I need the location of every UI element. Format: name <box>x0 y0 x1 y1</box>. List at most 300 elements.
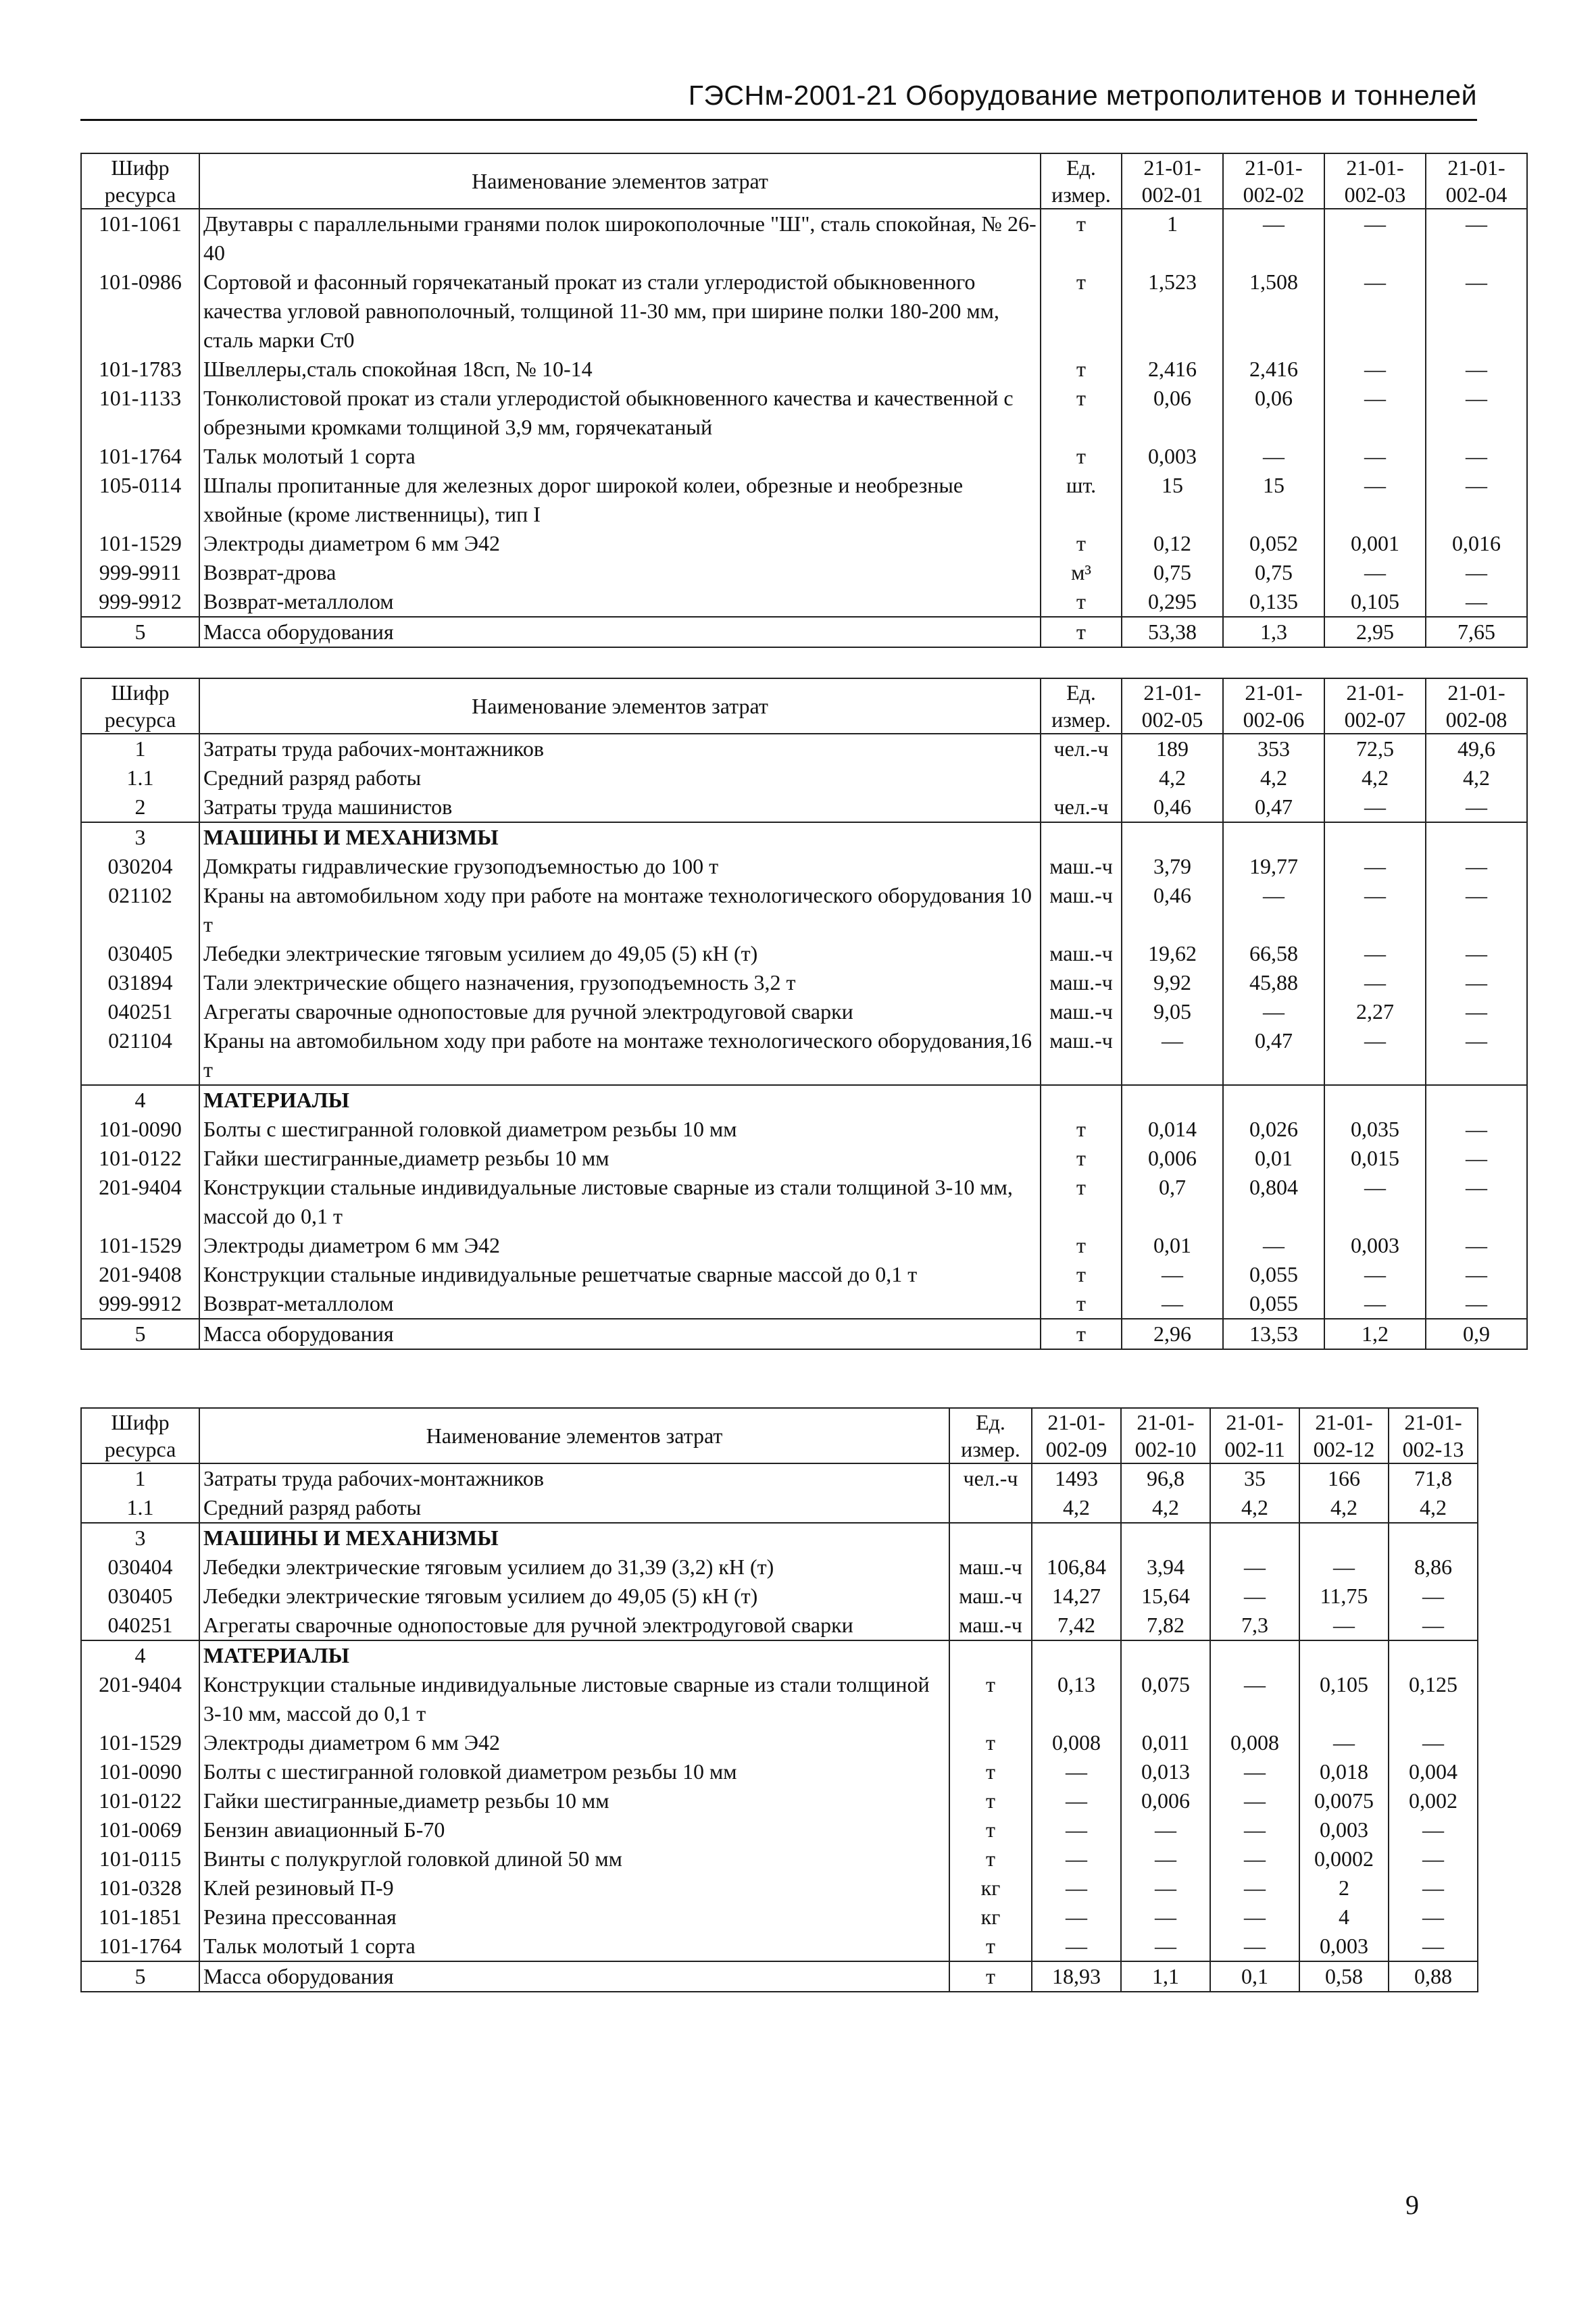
value-cell: 15 <box>1223 471 1324 529</box>
resource-code-cell: 101-1851 <box>81 1903 199 1932</box>
cost-element-name-cell: Агрегаты сварочные однопостовые для ручной электродуговой сварки <box>199 997 1041 1026</box>
value-cell: — <box>1426 793 1527 822</box>
value-cell: 72,5 <box>1324 734 1426 763</box>
unit-cell: маш.-ч <box>1041 997 1122 1026</box>
resource-code-cell: 201-9404 <box>81 1670 199 1728</box>
table-row <box>81 1844 1478 1873</box>
unit-cell <box>949 1493 1032 1523</box>
value-cell <box>1210 1640 1299 1670</box>
table-row <box>81 1932 1478 1961</box>
value-cell: — <box>1210 1903 1299 1932</box>
resource-code-cell: 031894 <box>81 968 199 997</box>
cost-element-name-cell: Масса оборудования <box>199 1319 1041 1349</box>
value-cell: — <box>1324 939 1426 968</box>
value-cell: 1493 <box>1032 1463 1121 1493</box>
cost-element-name-cell: Возврат-металлолом <box>199 587 1041 617</box>
value-cell: 0,1 <box>1210 1961 1299 1992</box>
value-cell: — <box>1426 997 1527 1026</box>
table-row <box>81 1493 1478 1523</box>
unit-cell <box>1041 1085 1122 1115</box>
value-cell <box>1223 1085 1324 1115</box>
value-cell: — <box>1324 558 1426 587</box>
value-cell: — <box>1122 1260 1223 1289</box>
resource-code-cell: 999-9912 <box>81 587 199 617</box>
table-row <box>81 1553 1478 1582</box>
value-cell: 0,075 <box>1121 1670 1210 1728</box>
value-cell <box>1389 1523 1478 1553</box>
value-cell: 0,001 <box>1324 529 1426 558</box>
unit-cell: маш.-ч <box>1041 939 1122 968</box>
cost-element-name-cell: Резина прессованная <box>199 1903 949 1932</box>
value-cell: 1 <box>1122 209 1223 268</box>
table-row <box>81 1523 1478 1553</box>
cost-element-name-cell: Гайки шестигранные,диаметр резьбы 10 мм <box>199 1786 949 1815</box>
cost-element-name-cell: Тальк молотый 1 сорта <box>199 1932 949 1961</box>
value-cell: 19,77 <box>1223 852 1324 881</box>
resource-code-cell: 101-0122 <box>81 1144 199 1173</box>
value-cell: 0,88 <box>1389 1961 1478 1992</box>
unit-cell: т <box>1041 1144 1122 1173</box>
value-cell: — <box>1426 1144 1527 1173</box>
resource-code-cell: 101-0090 <box>81 1115 199 1144</box>
value-cell: — <box>1223 997 1324 1026</box>
value-cell: — <box>1426 939 1527 968</box>
unit-cell: т <box>949 1728 1032 1757</box>
value-cell: 0,011 <box>1121 1728 1210 1757</box>
resource-code-cell: 1 <box>81 734 199 763</box>
cost-element-name-cell: Возврат-дрова <box>199 558 1041 587</box>
table-row <box>81 1144 1527 1173</box>
unit-cell: т <box>1041 529 1122 558</box>
page-header-title: ГЭСНм-2001-21 Оборудование метрополитенов и тоннелей <box>688 80 1477 111</box>
value-cell: — <box>1324 268 1426 355</box>
value-cell: 0,008 <box>1210 1728 1299 1757</box>
value-cell: — <box>1389 1582 1478 1611</box>
value-cell: 0,055 <box>1223 1289 1324 1319</box>
table-row <box>81 209 1527 268</box>
value-cell: — <box>1324 852 1426 881</box>
value-cell: 71,8 <box>1389 1463 1478 1493</box>
resource-code-cell: 201-9404 <box>81 1173 199 1231</box>
cost-element-name-cell: Затраты труда рабочих-монтажников <box>199 734 1041 763</box>
value-cell: — <box>1121 1903 1210 1932</box>
value-cell: — <box>1426 1231 1527 1260</box>
value-cell: — <box>1426 442 1527 471</box>
column-header-unit: Ед. измер. <box>1041 153 1122 209</box>
table-row <box>81 1640 1478 1670</box>
value-cell: 0,75 <box>1122 558 1223 587</box>
cost-element-name-cell: Винты с полукруглой головкой длиной 50 мм <box>199 1844 949 1873</box>
value-cell: 0,014 <box>1122 1115 1223 1144</box>
cost-element-name-cell: Тонколистовой прокат из стали углеродистой обыкновенного качества и качественной с обрезными кромками толщиной 3,9 мм, горячекатаный <box>199 384 1041 442</box>
value-cell: 0,003 <box>1324 1231 1426 1260</box>
unit-cell: чел.-ч <box>949 1463 1032 1493</box>
value-cell: — <box>1324 1173 1426 1231</box>
table-row <box>81 1961 1478 1992</box>
value-cell: 0,003 <box>1299 1815 1389 1844</box>
value-cell: — <box>1223 209 1324 268</box>
value-cell: 4,2 <box>1324 763 1426 793</box>
table-row <box>81 1115 1527 1144</box>
value-cell: — <box>1389 1728 1478 1757</box>
resource-code-cell: 101-1783 <box>81 355 199 384</box>
value-cell: — <box>1299 1553 1389 1582</box>
unit-cell: т <box>1041 442 1122 471</box>
value-cell: 0,008 <box>1032 1728 1121 1757</box>
page-number: 9 <box>1405 2190 1419 2220</box>
cost-element-name-cell: МАШИНЫ И МЕХАНИЗМЫ <box>199 822 1041 852</box>
table-row <box>81 1873 1478 1903</box>
value-cell: 0,06 <box>1223 384 1324 442</box>
value-cell: 0,01 <box>1223 1144 1324 1173</box>
value-cell: — <box>1299 1611 1389 1640</box>
column-header-norm-code: 21-01-002-02 <box>1223 153 1324 209</box>
table-row <box>81 734 1527 763</box>
value-cell <box>1122 1085 1223 1115</box>
value-cell <box>1324 822 1426 852</box>
value-cell <box>1032 1523 1121 1553</box>
table-row <box>81 1728 1478 1757</box>
table-row <box>81 1670 1478 1728</box>
value-cell: 2,416 <box>1223 355 1324 384</box>
column-header-norm-code: 21-01-002-03 <box>1324 153 1426 209</box>
value-cell: 0,105 <box>1324 587 1426 617</box>
value-cell: 0,004 <box>1389 1757 1478 1786</box>
resource-table-2 <box>80 678 1528 1350</box>
cost-element-name-cell: Затраты труда машинистов <box>199 793 1041 822</box>
unit-cell: маш.-ч <box>1041 881 1122 939</box>
cost-element-name-cell: Шпалы пропитанные для железных дорог широкой колеи, обрезные и необрезные хвойные (кроме лиственницы), тип I <box>199 471 1041 529</box>
table-row <box>81 1231 1527 1260</box>
unit-cell: шт. <box>1041 471 1122 529</box>
value-cell: — <box>1426 209 1527 268</box>
value-cell: 7,65 <box>1426 617 1527 647</box>
column-header-norm-code: 21-01-002-01 <box>1122 153 1223 209</box>
value-cell: — <box>1389 1815 1478 1844</box>
resource-code-cell: 5 <box>81 1319 199 1349</box>
unit-cell: т <box>1041 1231 1122 1260</box>
value-cell: — <box>1324 1289 1426 1319</box>
unit-cell: маш.-ч <box>1041 968 1122 997</box>
unit-cell: т <box>1041 355 1122 384</box>
value-cell: 0,12 <box>1122 529 1223 558</box>
table-row <box>81 881 1527 939</box>
cost-element-name-cell: Агрегаты сварочные однопостовые для ручной электродуговой сварки <box>199 1611 949 1640</box>
value-cell: 9,92 <box>1122 968 1223 997</box>
value-cell: — <box>1426 968 1527 997</box>
table-row <box>81 442 1527 471</box>
resource-code-cell: 030204 <box>81 852 199 881</box>
table-row <box>81 1611 1478 1640</box>
resource-code-cell: 1.1 <box>81 763 199 793</box>
table-row <box>81 1815 1478 1844</box>
value-cell: — <box>1223 1231 1324 1260</box>
value-cell: 0,035 <box>1324 1115 1426 1144</box>
cost-element-name-cell: Болты с шестигранной головкой диаметром резьбы 10 мм <box>199 1757 949 1786</box>
unit-cell: т <box>1041 1289 1122 1319</box>
unit-cell: т <box>1041 268 1122 355</box>
value-cell: — <box>1299 1728 1389 1757</box>
cost-element-name-cell: Масса оборудования <box>199 1961 949 1992</box>
resource-code-cell: 201-9408 <box>81 1260 199 1289</box>
column-header-norm-code: 21-01-002-06 <box>1223 678 1324 734</box>
cost-element-name-cell: Возврат-металлолом <box>199 1289 1041 1319</box>
value-cell: — <box>1032 1815 1121 1844</box>
unit-cell: м³ <box>1041 558 1122 587</box>
table-row <box>81 1757 1478 1786</box>
value-cell: — <box>1324 355 1426 384</box>
resource-code-cell: 101-1764 <box>81 442 199 471</box>
cost-element-name-cell: Гайки шестигранные,диаметр резьбы 10 мм <box>199 1144 1041 1173</box>
unit-cell: т <box>1041 1319 1122 1349</box>
resource-code-cell: 101-0069 <box>81 1815 199 1844</box>
column-header-norm-code: 21-01-002-07 <box>1324 678 1426 734</box>
table-row <box>81 1173 1527 1231</box>
value-cell: — <box>1324 209 1426 268</box>
value-cell: — <box>1389 1844 1478 1873</box>
cost-element-name-cell: Тали электрические общего назначения, грузоподъемность 3,2 т <box>199 968 1041 997</box>
value-cell <box>1223 822 1324 852</box>
resource-code-cell: 4 <box>81 1085 199 1115</box>
value-cell: 353 <box>1223 734 1324 763</box>
column-header-norm-code: 21-01-002-05 <box>1122 678 1223 734</box>
value-cell: 0,9 <box>1426 1319 1527 1349</box>
value-cell: 0,13 <box>1032 1670 1121 1728</box>
resource-code-cell: 101-1529 <box>81 1728 199 1757</box>
value-cell: 0,46 <box>1122 881 1223 939</box>
value-cell: — <box>1210 1873 1299 1903</box>
cost-element-name-cell: Сортовой и фасонный горячекатаный прокат из стали углеродистой обыкновенного качества угловой равнополочный, толщиной 11-30 мм, при ширине полки 180-200 мм, сталь марки Ст0 <box>199 268 1041 355</box>
value-cell: — <box>1426 587 1527 617</box>
value-cell: 45,88 <box>1223 968 1324 997</box>
value-cell: 13,53 <box>1223 1319 1324 1349</box>
table-row <box>81 1786 1478 1815</box>
value-cell: 0,7 <box>1122 1173 1223 1231</box>
table-row <box>81 587 1527 617</box>
value-cell: 4,2 <box>1389 1493 1478 1523</box>
cost-element-name-cell: Конструкции стальные индивидуальные листовые сварные из стали толщиной 3-10 мм, массой до 0,1 т <box>199 1173 1041 1231</box>
resource-code-cell: 101-1133 <box>81 384 199 442</box>
unit-cell: маш.-ч <box>949 1553 1032 1582</box>
value-cell: — <box>1389 1932 1478 1961</box>
unit-cell: маш.-ч <box>1041 852 1122 881</box>
value-cell: 0,016 <box>1426 529 1527 558</box>
cost-element-name-cell: Конструкции стальные индивидуальные решетчатые сварные массой до 0,1 т <box>199 1260 1041 1289</box>
resource-code-cell: 021104 <box>81 1026 199 1085</box>
value-cell: 0,052 <box>1223 529 1324 558</box>
column-header-norm-code: 21-01-002-12 <box>1299 1408 1389 1463</box>
value-cell: — <box>1121 1932 1210 1961</box>
column-header-norm-code: 21-01-002-04 <box>1426 153 1527 209</box>
column-header-cost-element: Наименование элементов затрат <box>199 678 1041 734</box>
unit-cell: чел.-ч <box>1041 734 1122 763</box>
resource-code-cell: 5 <box>81 1961 199 1992</box>
unit-cell: т <box>949 1786 1032 1815</box>
value-cell: — <box>1210 1815 1299 1844</box>
value-cell: — <box>1324 793 1426 822</box>
value-cell <box>1389 1640 1478 1670</box>
value-cell: — <box>1426 1115 1527 1144</box>
value-cell: 9,05 <box>1122 997 1223 1026</box>
table-row <box>81 968 1527 997</box>
column-header-norm-code: 21-01-002-09 <box>1032 1408 1121 1463</box>
unit-cell: т <box>1041 617 1122 647</box>
value-cell: — <box>1122 1289 1223 1319</box>
cost-element-name-cell: Лебедки электрические тяговым усилием до 49,05 (5) кН (т) <box>199 1582 949 1611</box>
resource-code-cell: 101-0115 <box>81 1844 199 1873</box>
value-cell: 189 <box>1122 734 1223 763</box>
table-row <box>81 529 1527 558</box>
resource-code-cell: 3 <box>81 822 199 852</box>
value-cell: — <box>1426 852 1527 881</box>
unit-cell: кг <box>949 1903 1032 1932</box>
value-cell: 4,2 <box>1210 1493 1299 1523</box>
resource-code-cell: 101-1529 <box>81 529 199 558</box>
value-cell: 0,002 <box>1389 1786 1478 1815</box>
value-cell: — <box>1426 268 1527 355</box>
value-cell: 0,01 <box>1122 1231 1223 1260</box>
value-cell: — <box>1121 1844 1210 1873</box>
resource-code-cell: 1 <box>81 1463 199 1493</box>
value-cell: 0,0002 <box>1299 1844 1389 1873</box>
value-cell: 2,96 <box>1122 1319 1223 1349</box>
table-row <box>81 939 1527 968</box>
unit-cell: т <box>949 1815 1032 1844</box>
resource-code-cell: 999-9911 <box>81 558 199 587</box>
column-header-norm-code: 21-01-002-10 <box>1121 1408 1210 1463</box>
value-cell: 0,135 <box>1223 587 1324 617</box>
column-header-resource-code: Шифр ресурса <box>81 153 199 209</box>
value-cell <box>1032 1640 1121 1670</box>
resource-code-cell: 4 <box>81 1640 199 1670</box>
value-cell: 0,015 <box>1324 1144 1426 1173</box>
resource-code-cell: 030404 <box>81 1553 199 1582</box>
value-cell: 0,003 <box>1122 442 1223 471</box>
resource-code-cell: 1.1 <box>81 1493 199 1523</box>
resource-code-cell: 101-0986 <box>81 268 199 355</box>
resource-code-cell: 101-0328 <box>81 1873 199 1903</box>
value-cell: 4,2 <box>1426 763 1527 793</box>
resource-code-cell: 105-0114 <box>81 471 199 529</box>
value-cell: 0,75 <box>1223 558 1324 587</box>
cost-element-name-cell: МАШИНЫ И МЕХАНИЗМЫ <box>199 1523 949 1553</box>
value-cell <box>1426 822 1527 852</box>
resource-code-cell: 040251 <box>81 1611 199 1640</box>
cost-element-name-cell: Швеллеры,сталь спокойная 18сп, № 10-14 <box>199 355 1041 384</box>
resource-code-cell: 3 <box>81 1523 199 1553</box>
unit-cell: т <box>1041 1260 1122 1289</box>
value-cell: 0,0075 <box>1299 1786 1389 1815</box>
cost-element-name-cell: Домкраты гидравлические грузоподъемностью до 100 т <box>199 852 1041 881</box>
value-cell: — <box>1389 1903 1478 1932</box>
resource-code-cell: 101-1764 <box>81 1932 199 1961</box>
cost-element-name-cell: Масса оборудования <box>199 617 1041 647</box>
resource-code-cell: 999-9912 <box>81 1289 199 1319</box>
value-cell: 19,62 <box>1122 939 1223 968</box>
value-cell: 66,58 <box>1223 939 1324 968</box>
table-row <box>81 1260 1527 1289</box>
table-row <box>81 355 1527 384</box>
value-cell <box>1324 1085 1426 1115</box>
value-cell: — <box>1032 1873 1121 1903</box>
value-cell: — <box>1426 355 1527 384</box>
table-row <box>81 268 1527 355</box>
unit-cell: т <box>949 1961 1032 1992</box>
value-cell: — <box>1426 881 1527 939</box>
cost-element-name-cell: Конструкции стальные индивидуальные листовые сварные из стали толщиной 3-10 мм, массой до 0,1 т <box>199 1670 949 1728</box>
value-cell <box>1122 822 1223 852</box>
resource-code-cell: 040251 <box>81 997 199 1026</box>
value-cell: 1,2 <box>1324 1319 1426 1349</box>
value-cell: — <box>1426 1289 1527 1319</box>
column-header-resource-code: Шифр ресурса <box>81 678 199 734</box>
value-cell: 0,295 <box>1122 587 1223 617</box>
table-row <box>81 558 1527 587</box>
unit-cell: т <box>1041 209 1122 268</box>
value-cell: 0,006 <box>1121 1786 1210 1815</box>
column-header-unit: Ед. измер. <box>1041 678 1122 734</box>
value-cell: — <box>1324 968 1426 997</box>
value-cell: 2,416 <box>1122 355 1223 384</box>
value-cell: — <box>1324 881 1426 939</box>
value-cell: — <box>1210 1582 1299 1611</box>
value-cell: — <box>1426 558 1527 587</box>
resource-code-cell: 5 <box>81 617 199 647</box>
resource-code-cell: 101-1529 <box>81 1231 199 1260</box>
table-row <box>81 997 1527 1026</box>
table-row <box>81 384 1527 442</box>
cost-element-name-cell: Клей резиновый П-9 <box>199 1873 949 1903</box>
value-cell: 15 <box>1122 471 1223 529</box>
value-cell: — <box>1324 1260 1426 1289</box>
unit-cell: т <box>1041 1173 1122 1231</box>
value-cell: 11,75 <box>1299 1582 1389 1611</box>
table-row <box>81 763 1527 793</box>
cost-element-name-cell: Затраты труда рабочих-монтажников <box>199 1463 949 1493</box>
cost-element-name-cell: Средний разряд работы <box>199 763 1041 793</box>
resource-code-cell: 101-0090 <box>81 1757 199 1786</box>
column-header-norm-code: 21-01-002-11 <box>1210 1408 1299 1463</box>
value-cell: 49,6 <box>1426 734 1527 763</box>
value-cell: 0,003 <box>1299 1932 1389 1961</box>
value-cell: — <box>1122 1026 1223 1085</box>
resource-code-cell: 2 <box>81 793 199 822</box>
column-header-resource-code: Шифр ресурса <box>81 1408 199 1463</box>
table-row <box>81 1903 1478 1932</box>
value-cell: — <box>1426 471 1527 529</box>
value-cell <box>1426 1085 1527 1115</box>
cost-element-name-cell: Болты с шестигранной головкой диаметром резьбы 10 мм <box>199 1115 1041 1144</box>
value-cell: 0,46 <box>1122 793 1223 822</box>
unit-cell: т <box>1041 1115 1122 1144</box>
cost-element-name-cell: Краны на автомобильном ходу при работе на монтаже технологического оборудования,16 т <box>199 1026 1041 1085</box>
cost-element-name-cell: Лебедки электрические тяговым усилием до 31,39 (3,2) кН (т) <box>199 1553 949 1582</box>
value-cell: 4,2 <box>1032 1493 1121 1523</box>
value-cell: — <box>1032 1786 1121 1815</box>
table-row <box>81 1463 1478 1493</box>
value-cell: 1,3 <box>1223 617 1324 647</box>
value-cell: — <box>1389 1873 1478 1903</box>
cost-element-name-cell: Лебедки электрические тяговым усилием до 49,05 (5) кН (т) <box>199 939 1041 968</box>
value-cell: 1,1 <box>1121 1961 1210 1992</box>
unit-cell <box>949 1640 1032 1670</box>
value-cell: 7,42 <box>1032 1611 1121 1640</box>
value-cell <box>1210 1523 1299 1553</box>
header-divider <box>80 119 1477 121</box>
column-header-norm-code: 21-01-002-08 <box>1426 678 1527 734</box>
value-cell: — <box>1324 1026 1426 1085</box>
value-cell: 4,2 <box>1223 763 1324 793</box>
